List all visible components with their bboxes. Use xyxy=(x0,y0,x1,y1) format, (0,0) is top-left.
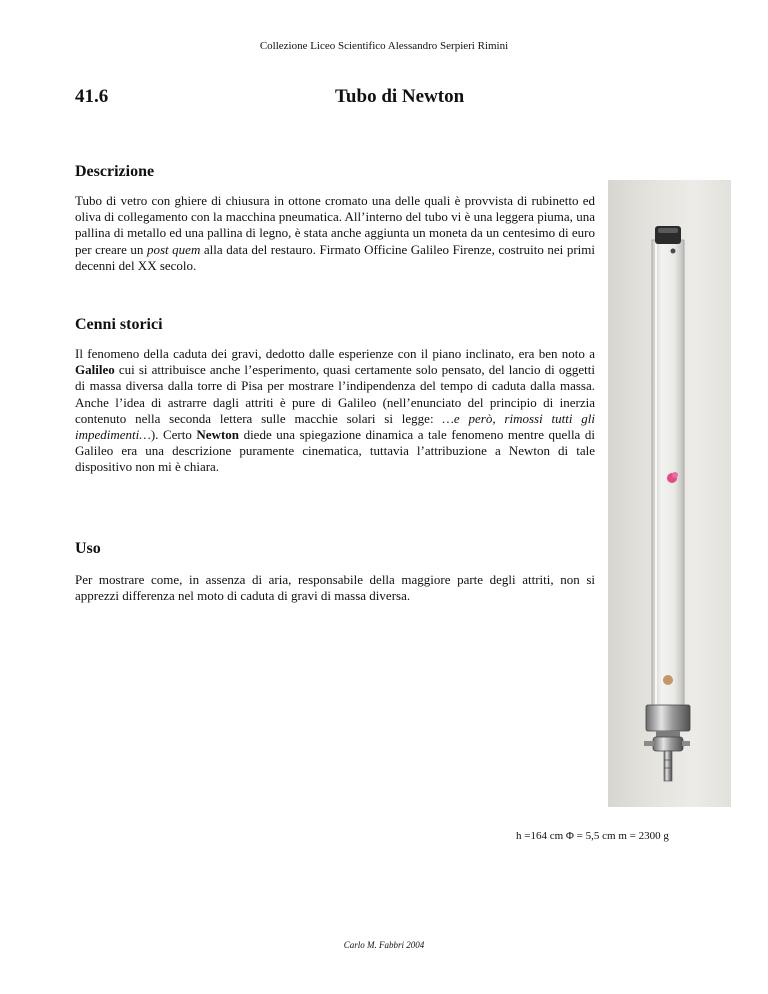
cenni-text-1: Il fenomeno della caduta dei gravi, dedotto dalle esperienze con il piano inclinato, era ben noto a xyxy=(75,346,595,361)
footer-author: Carlo M. Fabbri 2004 xyxy=(343,940,425,950)
wooden-ball xyxy=(663,675,673,685)
cenni-text-2: cui si attribuisce anche l’esperimento, quasi certamente solo pensato, del lancio di oggetti di massa diversa dalla torre di Pisa per mostrare l’indipendenza del tempo di caduta dalla massa. Anche l’idea di astrarre dagli attriti è pure di Galileo (nell’enunciato del principio di inerzia contenuto nella seconda lettera sulle macchie solari si legge: xyxy=(75,362,595,426)
cenni-text-4: diede una spiegazione dinamica a tale fenomeno mentre quella di Galileo era una descrizione puramente cinematica, tuttavia l’attribuzione a Newton di tale dispositivo non mi è chiara. xyxy=(75,427,595,475)
descrizione-paragraph xyxy=(75,193,595,274)
metal-ball xyxy=(671,249,676,254)
catalog-number: 41.6 xyxy=(75,86,109,107)
newton-tube-photo xyxy=(608,180,731,807)
newton-name: Newton xyxy=(196,427,240,443)
descrizione-text-1: Tubo di vetro con ghiere di chiusura in ottone cromato una delle quali è provvista di rubinetto ed oliva di collegamento con la macchina pneumatica. All’interno del tubo vi è una leggera piuma, una pallina di metallo ed una pallina di legno, è stata anche aggiunta un moneta da un centesimo di euro per creare un xyxy=(75,193,595,257)
uso-paragraph: Per mostrare come, in assenza di aria, responsabile della maggiore parte degli attriti, non si apprezzi differenza nel moto di caduta di gravi di massa diversa. xyxy=(75,572,595,604)
page-title: Tubo di Newton xyxy=(335,86,465,107)
newton-tube-illustration xyxy=(608,180,731,807)
galileo-name: Galileo xyxy=(75,362,115,378)
hose-nozzle xyxy=(664,751,672,781)
cenni-text-3: ). Certo xyxy=(150,427,197,443)
section-heading-descrizione: Descrizione xyxy=(75,163,155,180)
descrizione-text-italic: post quem xyxy=(146,241,201,257)
descrizione-text-2: alla data del restauro. Firmato Officine Galileo Firenze, costruito nei primi decenni del XX secolo. xyxy=(75,241,595,273)
stopcock-valve xyxy=(653,737,683,751)
bottom-cap xyxy=(646,705,690,731)
measurements: h =164 cm Φ = 5,5 cm m = 2300 g xyxy=(516,830,669,842)
cenni-quote: …e però, rimossi tutti gli impedimenti… xyxy=(75,410,595,443)
collection-header: Collezione Liceo Scientifico Alessandro Serpieri Rimini xyxy=(259,40,509,52)
section-heading-cenni-storici: Cenni storici xyxy=(75,316,163,333)
section-heading-uso: Uso xyxy=(75,540,101,557)
cenni-paragraph xyxy=(75,346,595,476)
